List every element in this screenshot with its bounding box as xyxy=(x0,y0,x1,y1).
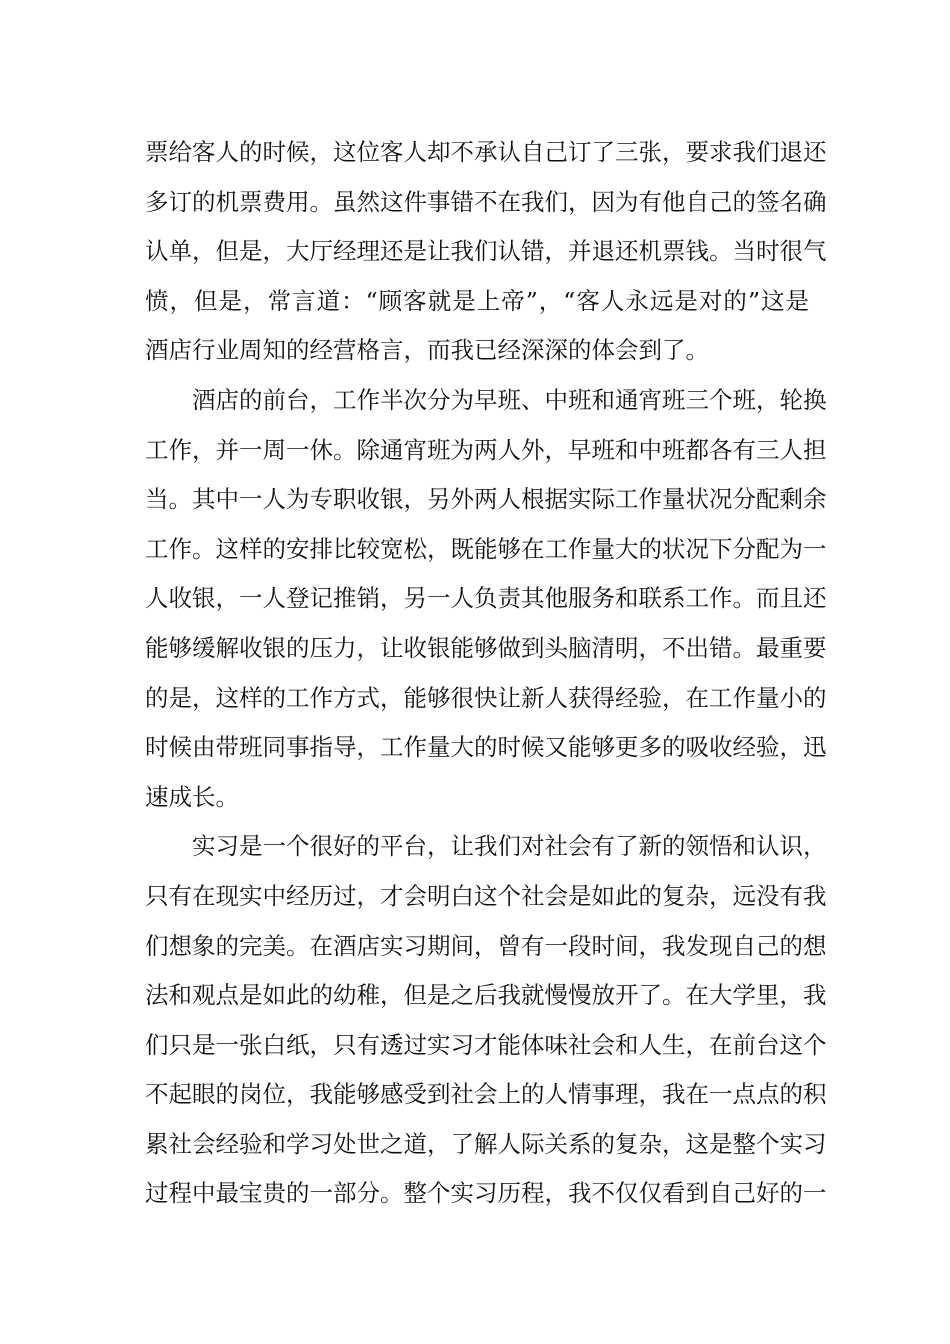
text-line: 能够缓解收银的压力，让收银能够做到头脑清明，不出错。最重要 xyxy=(145,633,827,662)
text-line: 多订的机票费用。虽然这件事错不在我们，因为有他自己的签名确 xyxy=(145,187,827,216)
text-line: 不起眼的岗位，我能够感受到社会上的人情事理，我在一点点的积 xyxy=(145,1080,827,1109)
text-line: 速成长。 xyxy=(145,782,239,811)
text-line: 当。其中一人为专职收银，另外两人根据实际工作量状况分配剩余 xyxy=(145,485,827,514)
text-line: 们想象的完美。在酒店实习期间，曾有一段时间，我发现自己的想 xyxy=(145,931,827,960)
text-line: 法和观点是如此的幼稚，但是之后我就慢慢放开了。在大学里，我 xyxy=(145,981,827,1010)
text-line: 实习是一个很好的平台，让我们对社会有了新的领悟和认识， xyxy=(192,832,827,861)
text-line: 票给客人的时候，这位客人却不承认自己订了三张，要求我们退还 xyxy=(145,138,827,166)
text-line: 过程中最宝贵的一部分。整个实习历程，我不仅仅看到自己好的一 xyxy=(145,1179,827,1208)
text-line: 时候由带班同事指导，工作量大的时候又能够更多的吸收经验，迅 xyxy=(145,733,827,762)
document-body xyxy=(145,128,827,1219)
text-line: 的是，这样的工作方式，能够很快让新人获得经验，在工作量小的 xyxy=(145,683,827,712)
text-line: 认单，但是，大厅经理还是让我们认错，并退还机票钱。当时很气 xyxy=(145,237,827,266)
text-line: 只有在现实中经历过，才会明白这个社会是如此的复杂，远没有我 xyxy=(145,881,827,910)
text-line: 累社会经验和学习处世之道，了解人际关系的复杂，这是整个实习 xyxy=(145,1129,827,1158)
text-line: 工作。这样的安排比较宽松，既能够在工作量大的状况下分配为一 xyxy=(145,534,827,563)
text-line: 们只是一张白纸，只有透过实习才能体味社会和人生，在前台这个 xyxy=(145,1030,827,1059)
text-line: 酒店行业周知的经营格言，而我已经深深的体会到了。 xyxy=(145,336,709,365)
text-line: 酒店的前台，工作半次分为早班、中班和通宵班三个班，轮换 xyxy=(192,385,827,414)
text-line: 人收银，一人登记推销，另一人负责其他服务和联系工作。而且还 xyxy=(145,584,827,613)
text-line: 愤，但是，常言道：“顾客就是上帝”，“客人永远是对的”这是 xyxy=(145,286,809,315)
text-line: 工作，并一周一休。除通宵班为两人外，早班和中班都各有三人担 xyxy=(145,435,827,464)
